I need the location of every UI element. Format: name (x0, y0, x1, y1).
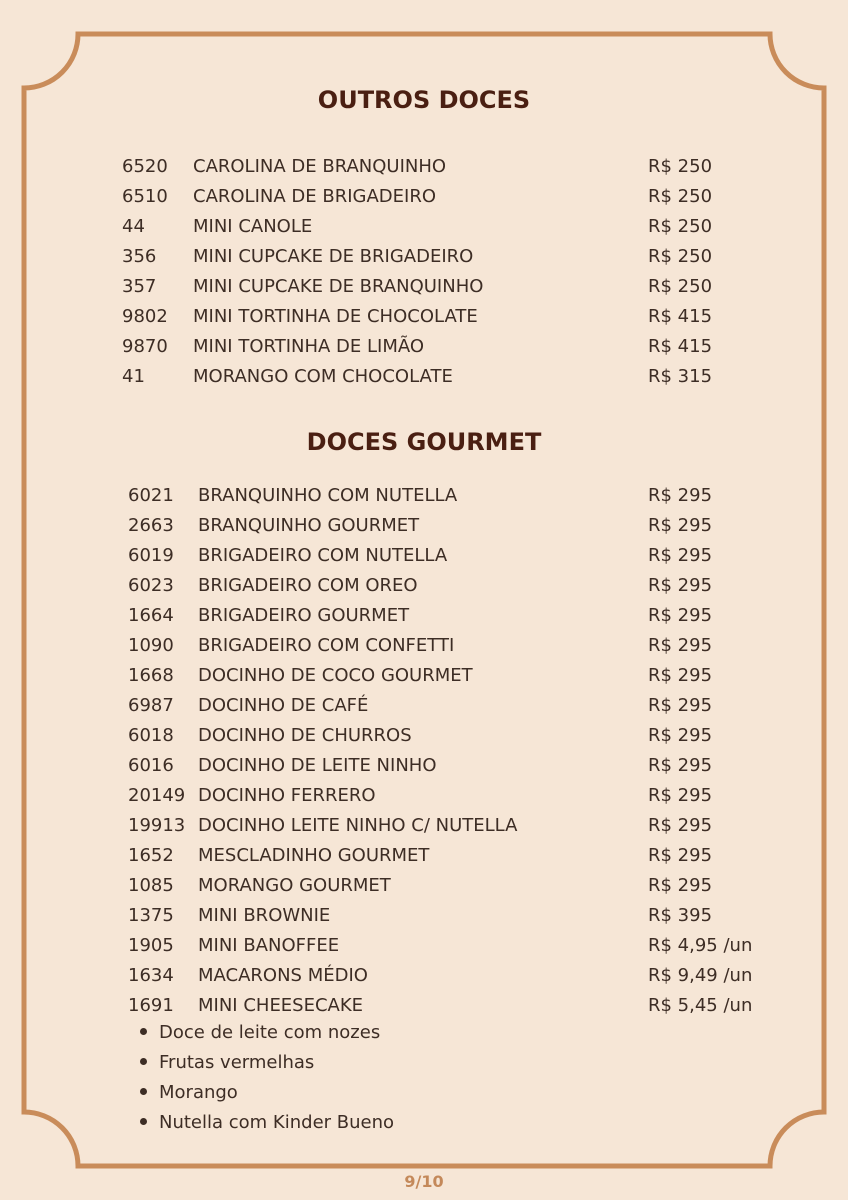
item-name: MORANGO GOURMET (198, 875, 391, 896)
item-price: R$ 295 (648, 845, 713, 866)
menu-item-row (0, 152, 848, 182)
menu-item-row (0, 212, 848, 242)
item-name: MINI CANOLE (193, 216, 313, 237)
menu-item-row (0, 871, 848, 901)
flavor-item (140, 1078, 394, 1108)
item-price: R$ 295 (648, 485, 713, 506)
bullet-icon (140, 1088, 147, 1095)
menu-item-row (0, 901, 848, 931)
menu-item-row (0, 601, 848, 631)
item-price: R$ 295 (648, 755, 713, 776)
item-code: 6021 (128, 485, 174, 506)
flavor-label: Morango (159, 1082, 238, 1103)
item-code: 6018 (128, 725, 174, 746)
menu-item-row (0, 781, 848, 811)
item-code: 1090 (128, 635, 174, 656)
item-name: MORANGO COM CHOCOLATE (193, 366, 453, 387)
page-number: 9/10 (404, 1172, 444, 1191)
item-price: R$ 250 (648, 216, 713, 237)
item-code: 1652 (128, 845, 174, 866)
bullet-icon (140, 1028, 147, 1035)
item-name: BRIGADEIRO COM OREO (198, 575, 418, 596)
item-price: R$ 9,49 /un (648, 965, 753, 986)
item-price: R$ 250 (648, 156, 713, 177)
item-name: MINI TORTINHA DE CHOCOLATE (193, 306, 478, 327)
item-code: 6016 (128, 755, 174, 776)
menu-item-row (0, 272, 848, 302)
item-name: DOCINHO DE CHURROS (198, 725, 412, 746)
item-code: 356 (122, 246, 157, 267)
item-price: R$ 295 (648, 635, 713, 656)
menu-item-row (0, 931, 848, 961)
menu-item-row (0, 661, 848, 691)
item-name: DOCINHO DE COCO GOURMET (198, 665, 473, 686)
menu-item-row (0, 991, 848, 1021)
item-price: R$ 295 (648, 725, 713, 746)
menu-item-row (0, 332, 848, 362)
section-title-outros-doces: OUTROS DOCES (317, 86, 531, 114)
item-code: 6019 (128, 545, 174, 566)
item-name: CAROLINA DE BRIGADEIRO (193, 186, 436, 207)
bullet-icon (140, 1058, 147, 1065)
item-code: 19913 (128, 815, 186, 836)
item-code: 1664 (128, 605, 174, 626)
item-name: MESCLADINHO GOURMET (198, 845, 430, 866)
menu-item-row (0, 721, 848, 751)
item-code: 6510 (122, 186, 168, 207)
menu-item-row (0, 751, 848, 781)
item-price: R$ 295 (648, 575, 713, 596)
item-price: R$ 250 (648, 276, 713, 297)
item-code: 44 (122, 216, 145, 237)
bullet-icon (140, 1118, 147, 1125)
item-price: R$ 295 (648, 815, 713, 836)
item-name: MINI CUPCAKE DE BRIGADEIRO (193, 246, 474, 267)
item-price: R$ 415 (648, 336, 713, 357)
item-code: 41 (122, 366, 145, 387)
menu-item-row (0, 811, 848, 841)
item-code: 1668 (128, 665, 174, 686)
menu-item-row (0, 242, 848, 272)
item-name: BRIGADEIRO GOURMET (198, 605, 410, 626)
item-price: R$ 5,45 /un (648, 995, 753, 1016)
cheesecake-flavor-list (140, 1018, 394, 1138)
item-name: MINI BANOFFEE (198, 935, 340, 956)
flavor-label: Doce de leite com nozes (159, 1022, 381, 1043)
menu-item-row (0, 631, 848, 661)
item-price: R$ 295 (648, 695, 713, 716)
item-name: DOCINHO FERRERO (198, 785, 376, 806)
item-code: 6520 (122, 156, 168, 177)
flavor-label: Nutella com Kinder Bueno (159, 1112, 395, 1133)
item-name: BRIGADEIRO COM CONFETTI (198, 635, 455, 656)
flavor-item (140, 1108, 394, 1138)
item-code: 1634 (128, 965, 174, 986)
item-code: 20149 (128, 785, 186, 806)
item-price: R$ 415 (648, 306, 713, 327)
item-name: MINI BROWNIE (198, 905, 331, 926)
item-code: 357 (122, 276, 157, 297)
menu-item-row (0, 841, 848, 871)
flavor-item (140, 1048, 394, 1078)
item-name: MINI TORTINHA DE LIMÃO (193, 336, 425, 357)
menu-item-row (0, 481, 848, 511)
item-code: 2663 (128, 515, 174, 536)
item-code: 1691 (128, 995, 174, 1016)
item-name: MINI CUPCAKE DE BRANQUINHO (193, 276, 484, 297)
item-code: 1375 (128, 905, 174, 926)
item-price: R$ 4,95 /un (648, 935, 753, 956)
item-name: MACARONS MÉDIO (198, 965, 368, 986)
menu-item-row (0, 182, 848, 212)
item-name: BRIGADEIRO COM NUTELLA (198, 545, 448, 566)
item-name: BRANQUINHO COM NUTELLA (198, 485, 458, 506)
item-price: R$ 250 (648, 246, 713, 267)
item-price: R$ 315 (648, 366, 713, 387)
item-code: 6023 (128, 575, 174, 596)
item-code: 9870 (122, 336, 168, 357)
flavor-item (140, 1018, 394, 1048)
item-name: CAROLINA DE BRANQUINHO (193, 156, 447, 177)
menu-item-row (0, 362, 848, 392)
item-name: MINI CHEESECAKE (198, 995, 364, 1016)
item-code: 1085 (128, 875, 174, 896)
item-code: 6987 (128, 695, 174, 716)
menu-item-row (0, 571, 848, 601)
item-price: R$ 295 (648, 545, 713, 566)
menu-item-row (0, 961, 848, 991)
item-price: R$ 395 (648, 905, 713, 926)
menu-item-row (0, 691, 848, 721)
menu-item-row (0, 511, 848, 541)
item-price: R$ 295 (648, 605, 713, 626)
menu-item-row (0, 302, 848, 332)
item-price: R$ 250 (648, 186, 713, 207)
flavor-label: Frutas vermelhas (159, 1052, 315, 1073)
item-name: DOCINHO DE LEITE NINHO (198, 755, 437, 776)
item-price: R$ 295 (648, 515, 713, 536)
item-price: R$ 295 (648, 665, 713, 686)
item-price: R$ 295 (648, 785, 713, 806)
menu-item-row (0, 541, 848, 571)
item-name: DOCINHO DE CAFÉ (198, 695, 369, 716)
section-title-doces-gourmet: DOCES GOURMET (306, 428, 542, 456)
item-name: BRANQUINHO GOURMET (198, 515, 420, 536)
item-price: R$ 295 (648, 875, 713, 896)
item-code: 9802 (122, 306, 168, 327)
item-code: 1905 (128, 935, 174, 956)
item-name: DOCINHO LEITE NINHO C/ NUTELLA (198, 815, 518, 836)
